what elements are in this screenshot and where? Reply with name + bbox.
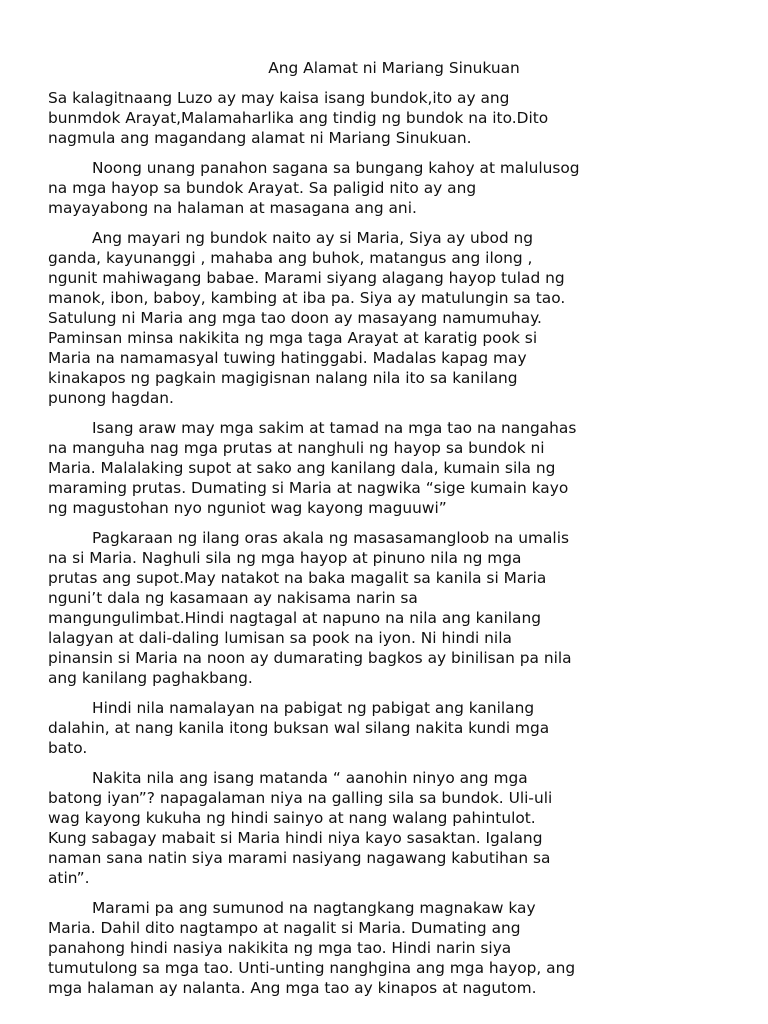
text-line: wag kayong kukuha ng hindi sainyo at nang walang pahintulot. (48, 809, 536, 827)
text-line: mayayabong na halaman at masagana ang ani. (48, 199, 417, 217)
paragraph (48, 768, 728, 888)
text-line: lalagyan at dali-daling lumisan sa pook na iyon. Ni hindi nila (48, 629, 512, 647)
paragraph (48, 158, 728, 218)
text-line: pinansin si Maria na noon ay dumarating bagkos ay binilisan pa nila (48, 649, 572, 667)
document-body (48, 88, 728, 998)
text-line: mga halaman ay nalanta. Ang mga tao ay kinapos at nagutom. (48, 979, 537, 997)
text-line: naman sana natin siya marami nasiyang nagawang kabutihan sa (48, 849, 551, 867)
text-line: Ang mayari ng bundok naito ay si Maria, Siya ay ubod ng (92, 229, 534, 247)
text-line: bato. (48, 739, 88, 757)
paragraph (48, 88, 728, 148)
text-line: batong iyan”? napagalaman niya na galling sila sa bundok. Uli-uli (48, 789, 553, 807)
text-line: na mga hayop sa bundok Arayat. Sa paligid nito ay ang (48, 179, 477, 197)
text-line: Noong unang panahon sagana sa bungang kahoy at malulusog (92, 159, 580, 177)
text-line: kinakapos ng pagkain magigisnan nalang nila ito sa kanilang (48, 369, 518, 387)
text-line: ngunit mahiwagang babae. Marami siyang alagang hayop tulad ng (48, 269, 565, 287)
text-line: Kung sabagay mabait si Maria hindi niya kayo sasaktan. Igalang (48, 829, 543, 847)
text-line: mangungulimbat.Hindi nagtagal at napuno na nila ang kanilang (48, 609, 542, 627)
text-line: prutas ang supot.May natakot na baka magalit sa kanila si Maria (48, 569, 547, 587)
text-line: Sa kalagitnaang Luzo ay may kaisa isang bundok,ito ay ang (48, 89, 510, 107)
paragraph (48, 898, 728, 998)
text-line: punong hagdan. (48, 389, 174, 407)
text-line: atin”. (48, 869, 90, 887)
document-title: Ang Alamat ni Mariang Sinukuan (268, 59, 520, 77)
text-line: nguni’t dala ng kasamaan ay nakisama narin sa (48, 589, 418, 607)
paragraph (48, 228, 728, 408)
text-line: Maria. Malalaking supot at sako ang kanilang dala, kumain sila ng (48, 459, 556, 477)
text-line: dalahin, at nang kanila itong buksan wal silang nakita kundi mga (48, 719, 550, 737)
text-line: Maria. Dahil dito nagtampo at nagalit si Maria. Dumating ang (48, 919, 521, 937)
text-line: tumutulong sa mga tao. Unti-unting nanghgina ang mga hayop, ang (48, 959, 576, 977)
text-line: Pagkaraan ng ilang oras akala ng masasamangloob na umalis (92, 529, 569, 547)
text-line: ng magustohan nyo nguniot wag kayong maguuwi” (48, 499, 447, 517)
text-line: bunmdok Arayat,Malamaharlika ang tindig ng bundok na ito.Dito (48, 109, 549, 127)
text-line: Maria na namamasyal tuwing hatinggabi. Madalas kapag may (48, 349, 527, 367)
paragraph (48, 698, 728, 758)
text-line: manok, ibon, baboy, kambing at iba pa. Siya ay matulungin sa tao. (48, 289, 566, 307)
text-line: panahong hindi nasiya nakikita ng mga tao. Hindi narin siya (48, 939, 512, 957)
text-line: Satulung ni Maria ang mga tao doon ay masayang namumuhay. (48, 309, 542, 327)
text-line: Marami pa ang sumunod na nagtangkang magnakaw kay (92, 899, 536, 917)
text-line: na si Maria. Naghuli sila ng mga hayop at pinuno nila ng mga (48, 549, 522, 567)
text-line: Nakita nila ang isang matanda “ aanohin ninyo ang mga (92, 769, 528, 787)
text-line: ang kanilang paghakbang. (48, 669, 253, 687)
text-line: Paminsan minsa nakikita ng mga taga Arayat at karatig pook si (48, 329, 538, 347)
paragraph (48, 528, 728, 688)
text-line: Isang araw may mga sakim at tamad na mga tao na nangahas (92, 419, 577, 437)
paragraph (48, 418, 728, 518)
text-line: na manguha nag mga prutas at nanghuli ng hayop sa bundok ni (48, 439, 545, 457)
text-line: nagmula ang magandang alamat ni Mariang Sinukuan. (48, 129, 472, 147)
text-line: ganda, kayunanggi , mahaba ang buhok, matangus ang ilong , (48, 249, 533, 267)
text-line: maraming prutas. Dumating si Maria at nagwika “sige kumain kayo (48, 479, 569, 497)
text-line: Hindi nila namalayan na pabigat ng pabigat ang kanilang (92, 699, 535, 717)
